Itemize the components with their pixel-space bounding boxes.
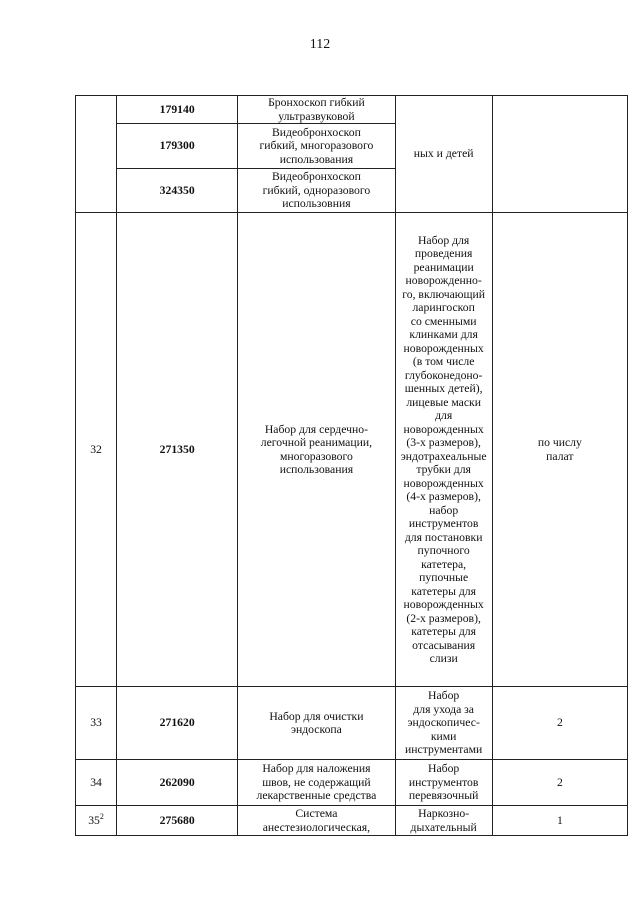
cell-line: ультразвуковой	[278, 109, 355, 123]
name-cell	[238, 806, 395, 836]
composition-cell	[395, 806, 492, 836]
cell-line: использовния	[282, 197, 351, 211]
cell-line: лекарственные средства	[256, 789, 377, 803]
cell-line: Набор для	[417, 233, 470, 247]
cell-line: для постановки	[404, 530, 483, 544]
row-number-cell	[76, 806, 117, 836]
cell-line: инструментов	[408, 775, 479, 789]
code-cell: 179140	[117, 96, 238, 124]
cell-line: Набор для наложения	[262, 762, 371, 776]
equipment-table	[75, 95, 628, 836]
cell-line: (2-х размеров),	[406, 611, 481, 625]
code-cell: 271620	[117, 687, 238, 760]
cell-line: гибкий, одноразового	[262, 183, 371, 197]
code-cell: 324350	[117, 169, 238, 213]
cell-line: для ухода за	[413, 702, 474, 716]
cell-line: глубоконедоно-	[404, 368, 483, 382]
cell-line: слизи	[429, 652, 458, 665]
quantity-cell	[492, 213, 627, 687]
table-row	[76, 96, 628, 124]
quantity-cell	[492, 806, 627, 836]
cell-line: новорожденных	[403, 422, 484, 436]
cell-line: Бронхоскоп гибкий	[268, 96, 365, 109]
cell-line: катетеры для	[411, 625, 477, 638]
cell-line: анестезиологическая,	[262, 820, 371, 834]
cell-line: (в том числе	[412, 355, 475, 368]
cell-line: использования	[279, 152, 354, 166]
cell-line: эндоскопичес-	[407, 716, 480, 730]
cell-line: новорожденных	[403, 476, 484, 490]
footnote-marker: 2	[99, 811, 104, 821]
cell-line: трубки для	[416, 463, 471, 476]
cell-line: новорожденно-	[405, 274, 482, 287]
cell-line: для	[435, 409, 453, 422]
name-cell	[238, 760, 395, 806]
cell-line: по числу	[537, 436, 582, 449]
table-row	[76, 760, 628, 806]
cell-line: ларингоскоп	[412, 301, 475, 314]
cell-line: Набор для очистки	[269, 709, 364, 723]
row-number-cell: 33	[76, 687, 117, 760]
name-cell	[238, 687, 395, 760]
cell-line: швов, не содержащий	[262, 775, 371, 789]
cell-line: Наркозно-	[418, 807, 470, 820]
cell-line: гибкий, многоразового	[259, 139, 374, 153]
cell-line: Набор	[428, 762, 460, 776]
quantity-cell	[492, 687, 627, 760]
cell-line: инструментов	[408, 517, 479, 530]
composition-cell	[395, 760, 492, 806]
cell-line: катетеры для	[411, 584, 477, 598]
name-cell	[238, 96, 395, 124]
name-cell	[238, 124, 395, 169]
cell-line: отсасывания	[412, 638, 476, 652]
cell-line: Набор для сердечно-	[264, 422, 369, 436]
cell-line: легочной реанимации,	[260, 436, 373, 449]
code-cell: 275680	[117, 806, 238, 836]
cell-line: палат	[546, 449, 574, 463]
cell-line: новорожденных	[403, 598, 484, 611]
quantity-cell	[492, 760, 627, 806]
cell-line: (3-х размеров),	[406, 436, 481, 449]
cell-line: реанимации	[413, 260, 474, 274]
code-cell: 179300	[117, 124, 238, 169]
row-number-cell: 32	[76, 213, 117, 687]
cell-line: пупочные	[419, 571, 469, 584]
cell-line: Система	[295, 807, 338, 820]
cell-line: эндоскопа	[290, 723, 342, 736]
composition-cell	[395, 96, 492, 213]
row-number: 35	[88, 813, 100, 827]
cell-line: Видеобронхоскоп	[272, 170, 361, 184]
cell-line: набор	[429, 503, 459, 517]
cell-line: катетера,	[421, 557, 467, 571]
cell-line: проведения	[414, 247, 473, 260]
cell-line: Набор	[428, 689, 460, 703]
cell-line: дыхательный	[410, 820, 477, 834]
table-row	[76, 687, 628, 760]
cell-line: эндотрахеальные	[400, 449, 487, 463]
cell-line: го, включающий	[402, 287, 486, 301]
composition-cell	[395, 213, 492, 687]
cell-line: многоразового	[279, 449, 353, 463]
cell-line: 2	[556, 775, 563, 789]
cell-line: клинками для	[409, 328, 478, 341]
cell-line: инструментами	[405, 743, 483, 757]
cell-line: шенных детей),	[404, 382, 483, 395]
cell-line: 1	[556, 813, 563, 827]
cell-line: со сменными	[410, 314, 477, 328]
cell-line: использования	[279, 463, 354, 476]
cell-line: новорожденных	[403, 341, 484, 355]
composition-cell	[395, 687, 492, 760]
row-number-cell: 34	[76, 760, 117, 806]
cell-line: пупочного	[417, 544, 470, 557]
cell-line: 2	[556, 716, 563, 730]
row-number-cell	[76, 96, 117, 213]
name-cell	[238, 169, 395, 213]
page-number: 112	[309, 37, 331, 52]
cell-line: кими	[430, 729, 457, 743]
cell-line: Видеобронхоскоп	[272, 125, 361, 139]
table-row	[76, 806, 628, 836]
cell-line: ных и детей	[413, 147, 474, 161]
cell-line: (4-х размеров),	[406, 490, 481, 503]
cell-line: лицевые маски	[406, 395, 481, 409]
name-cell	[238, 213, 395, 687]
quantity-cell	[492, 96, 627, 213]
code-cell: 262090	[117, 760, 238, 806]
code-cell: 271350	[117, 213, 238, 687]
cell-line: перевязочный	[408, 789, 479, 803]
table-row	[76, 213, 628, 687]
